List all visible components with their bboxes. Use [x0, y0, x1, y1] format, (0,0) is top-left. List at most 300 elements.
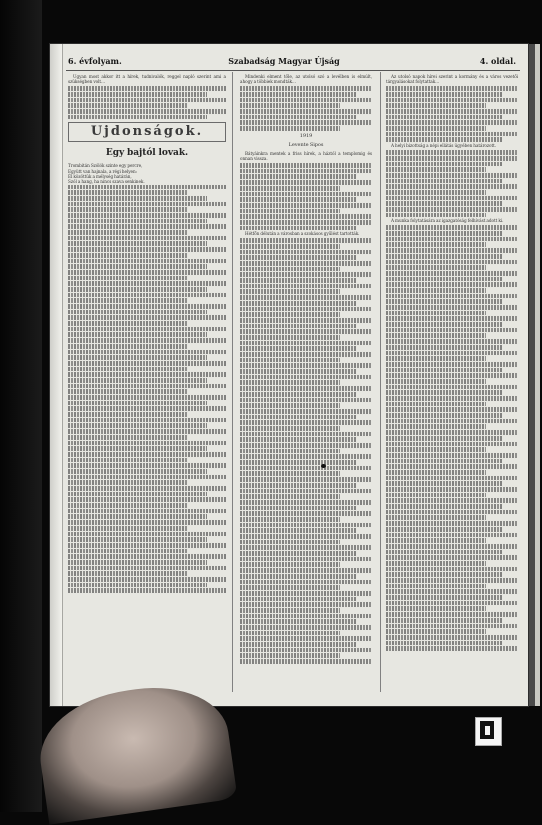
text-line: [386, 231, 502, 236]
text-line: [68, 103, 188, 108]
text-line: [240, 562, 340, 567]
text-line: [240, 454, 372, 459]
text-line: [68, 480, 188, 485]
text-line: [68, 338, 226, 343]
text-line: [386, 368, 502, 373]
text-line: [240, 214, 372, 219]
text-line: [68, 446, 207, 451]
text-line: [68, 497, 226, 502]
text-line: [68, 190, 188, 195]
text-line: [386, 402, 486, 407]
middle-column-opening: Mindenki elment tőle, az utolsó szó a levélben is elmúlt, ahogy a többiek mondták...: [240, 74, 372, 85]
text-line: [386, 584, 486, 589]
text-line: [68, 503, 188, 508]
scanner-dark-edge: [0, 0, 42, 812]
text-line: [386, 294, 518, 299]
text-line: [386, 137, 502, 142]
text-line: [68, 247, 226, 252]
text-line: [386, 453, 518, 458]
scan-target-icon: [475, 717, 502, 746]
text-line: [240, 312, 340, 317]
poem-line: Szól a hang, ha nincs szava senkinek.: [68, 179, 145, 185]
text-line: [240, 341, 372, 346]
text-line: [68, 185, 226, 190]
text-line: [68, 532, 226, 537]
text-line: [386, 92, 502, 97]
text-line: [240, 608, 340, 613]
text-line: [240, 432, 372, 437]
text-line: [386, 424, 486, 429]
text-line: [240, 358, 340, 363]
text-line: [386, 120, 518, 125]
text-line: [386, 132, 518, 137]
text-line: [386, 225, 518, 230]
text-line: [386, 595, 502, 600]
text-line: [386, 305, 518, 310]
text-line: [240, 619, 356, 624]
text-line: [386, 504, 502, 509]
notice-paragraph: A helyi bizottság a népi ellátás ügyében határozott.: [391, 143, 497, 149]
text-line: [68, 514, 207, 519]
text-line: [240, 197, 356, 202]
text-line: [68, 441, 226, 446]
text-line: [240, 403, 340, 408]
text-line: [68, 372, 226, 377]
text-line: [240, 437, 356, 442]
text-line: [240, 272, 372, 277]
text-line: [386, 493, 486, 498]
text-line: [68, 367, 188, 372]
text-line: [386, 413, 502, 418]
text-line: [240, 523, 372, 528]
text-line: [240, 238, 372, 243]
text-line: [386, 606, 486, 611]
right-column-opening: Az utolsó napok hírei szerint a kormány és a város vezetői tárgyalásokat folytattak...: [386, 74, 518, 85]
text-line: [68, 418, 226, 423]
text-line: [240, 517, 340, 522]
text-line: [240, 307, 372, 312]
text-line: [240, 580, 372, 585]
text-line: [68, 293, 226, 298]
text-line: [386, 521, 518, 526]
text-line: [240, 244, 340, 249]
text-line: [240, 449, 340, 454]
text-line: [386, 328, 518, 333]
text-line: [240, 398, 372, 403]
text-line: [240, 631, 340, 636]
text-line: [68, 537, 207, 542]
text-line: [68, 86, 226, 91]
text-line: [240, 648, 372, 653]
text-line: [240, 489, 372, 494]
middle-column: [240, 74, 372, 696]
text-line: [240, 466, 372, 471]
newspaper-title: Szabadság Magyar Újság: [228, 56, 340, 66]
text-line: [240, 295, 372, 300]
text-line: [68, 276, 188, 281]
text-line: [68, 219, 207, 224]
text-line: [386, 612, 518, 617]
text-line: [68, 332, 207, 337]
text-line: [240, 186, 340, 191]
text-line: [240, 324, 356, 329]
text-line: [68, 543, 226, 548]
text-line: [68, 526, 188, 531]
text-line: [68, 355, 207, 360]
text-line: [240, 220, 372, 225]
text-line: [68, 310, 207, 315]
text-line: [68, 384, 226, 389]
text-line: [386, 385, 518, 390]
text-line: [240, 545, 372, 550]
text-line: [68, 270, 226, 275]
column-divider-1: [232, 72, 233, 692]
text-line: [68, 224, 226, 229]
text-line: [240, 335, 340, 340]
text-line: [386, 311, 486, 316]
text-line: [240, 636, 372, 641]
text-line: [386, 567, 518, 572]
text-line: [386, 351, 518, 356]
text-line: [386, 98, 518, 103]
text-line: [386, 237, 518, 242]
text-line: [68, 401, 207, 406]
text-line: [240, 369, 356, 374]
text-line: [68, 92, 207, 97]
text-line: [240, 568, 372, 573]
newspaper-page: [50, 44, 528, 706]
signature: Levente Sipos: [288, 141, 324, 148]
text-line: [386, 190, 486, 195]
text-line: [386, 487, 518, 492]
text-line: [68, 492, 207, 497]
text-line: [386, 167, 486, 172]
text-line: [240, 226, 356, 231]
text-line: [240, 192, 372, 197]
text-line: [68, 304, 226, 309]
text-line: [240, 494, 340, 499]
text-line: [68, 395, 226, 400]
poem-line: Trombitán Szólók szinte egy percre,: [68, 163, 143, 169]
text-line: [386, 339, 518, 344]
text-line: [386, 515, 486, 520]
text-line: [68, 452, 226, 457]
text-line: [240, 267, 340, 272]
text-line: [240, 86, 372, 91]
text-line: [240, 203, 372, 208]
text-line: [240, 174, 356, 179]
text-line: [240, 120, 372, 125]
text-line: [386, 213, 486, 218]
text-line: [240, 278, 356, 283]
text-line: [240, 301, 356, 306]
text-line: [240, 180, 372, 185]
text-line: [68, 109, 226, 114]
text-line: [386, 629, 486, 634]
text-line: [240, 506, 356, 511]
text-line: [386, 162, 502, 167]
text-line: [240, 380, 340, 385]
text-line: [386, 260, 518, 265]
poem-line: Együtt van hajnala, a régi helyen:: [68, 168, 137, 174]
text-line: [240, 420, 372, 425]
text-line: [386, 390, 502, 395]
text-line: [240, 426, 340, 431]
text-line: [68, 264, 207, 269]
text-line: [68, 115, 207, 120]
text-line: [68, 315, 226, 320]
text-line: [386, 555, 518, 560]
text-line: [68, 230, 188, 235]
text-line: [386, 447, 486, 452]
text-line: [386, 207, 518, 212]
text-line: [68, 469, 207, 474]
text-line: [386, 150, 518, 155]
text-line: [240, 415, 356, 420]
text-line: [386, 481, 502, 486]
issue-label: 6. évfolyam.: [68, 56, 122, 66]
text-line: [68, 520, 226, 525]
text-line: [68, 213, 226, 218]
text-line: [386, 430, 518, 435]
left-column: [68, 74, 226, 696]
text-line: [68, 202, 226, 207]
text-line: [68, 361, 226, 366]
text-line: [68, 406, 226, 411]
text-line: [386, 184, 518, 189]
text-line: [68, 554, 226, 559]
text-line: [68, 321, 188, 326]
text-line: [386, 248, 518, 253]
text-line: [386, 578, 518, 583]
text-line: [386, 510, 518, 515]
text-line: [240, 103, 340, 108]
text-line: [386, 464, 518, 469]
text-line: [386, 436, 502, 441]
page-number: 4. oldal.: [479, 56, 516, 66]
text-line: [386, 373, 518, 378]
text-line: [386, 322, 502, 327]
text-line: [240, 534, 372, 539]
text-line: [68, 236, 226, 241]
text-line: [68, 571, 188, 576]
ink-smudge: [321, 464, 326, 468]
text-line: [386, 156, 518, 161]
right-column: [386, 74, 518, 696]
text-line: [240, 557, 372, 562]
text-line: [386, 288, 486, 293]
text-line: [240, 250, 372, 255]
text-line: [240, 597, 356, 602]
text-line: [240, 98, 372, 103]
text-line: [386, 459, 502, 464]
text-line: [240, 289, 340, 294]
text-line: [68, 98, 226, 103]
text-line: [386, 538, 486, 543]
text-line: [240, 169, 372, 174]
text-line: [386, 476, 518, 481]
text-line: [240, 642, 356, 647]
notice-paragraph: Hétfőn délután a városban a szokásos gyűlést tartották.: [245, 231, 360, 237]
text-line: [240, 585, 340, 590]
text-line: [240, 329, 372, 334]
text-line: [386, 624, 518, 629]
text-line: [386, 601, 518, 606]
text-line: [240, 209, 340, 214]
text-line: [386, 299, 502, 304]
text-line: [68, 588, 226, 593]
text-line: [240, 375, 372, 380]
text-line: [68, 549, 188, 554]
text-line: [386, 561, 486, 566]
text-line: [68, 389, 188, 394]
text-line: [386, 618, 502, 623]
text-line: [240, 528, 356, 533]
text-line: [386, 550, 502, 555]
text-line: [386, 265, 486, 270]
text-line: [386, 527, 502, 532]
text-line: [386, 442, 518, 447]
text-line: [386, 115, 502, 120]
text-line: [386, 173, 518, 178]
text-line: [68, 241, 207, 246]
text-line: [68, 429, 226, 434]
text-line: [68, 298, 188, 303]
text-line: [386, 179, 502, 184]
text-line: [240, 511, 372, 516]
text-line: [386, 333, 486, 338]
text-line: [386, 589, 518, 594]
text-line: [240, 115, 356, 120]
text-line: [240, 625, 372, 630]
text-line: [240, 409, 372, 414]
column-divider-2: [380, 72, 381, 692]
poem: [68, 163, 226, 184]
text-line: [68, 412, 188, 417]
text-line: [386, 282, 518, 287]
text-line: [386, 242, 486, 247]
text-line: [240, 392, 356, 397]
text-line: [386, 419, 518, 424]
text-line: [240, 551, 356, 556]
text-line: [68, 196, 207, 201]
text-line: [68, 287, 207, 292]
text-line: [240, 163, 372, 168]
text-line: [386, 86, 518, 91]
date-line: 1919: [299, 132, 313, 139]
text-line: [240, 318, 372, 323]
text-line: [68, 509, 226, 514]
text-line: [386, 498, 518, 503]
text-line: [386, 254, 502, 259]
text-line: [386, 126, 486, 131]
text-line: [240, 284, 372, 289]
text-line: [240, 614, 372, 619]
text-line: [68, 475, 226, 480]
left-column-opening: Ugyan most akkor itt a hírek, tudnivalók, reggel napló szerint ami a szükségben volt...: [68, 74, 226, 85]
text-line: [386, 635, 518, 640]
text-line: [386, 345, 502, 350]
text-line: [240, 591, 372, 596]
page-fold: [50, 44, 63, 706]
text-line: [240, 346, 356, 351]
text-line: [68, 378, 207, 383]
text-line: [240, 460, 356, 465]
text-line: [240, 126, 340, 131]
text-line: [386, 109, 518, 114]
text-line: [386, 407, 518, 412]
text-line: [68, 463, 226, 468]
section-title-box: Ujdonságok.: [68, 122, 226, 142]
text-line: [240, 477, 372, 482]
text-line: [386, 356, 486, 361]
text-line: [240, 659, 372, 664]
text-line: [240, 352, 372, 357]
text-line: [68, 344, 188, 349]
text-line: [68, 327, 226, 332]
text-line: [240, 92, 356, 97]
text-line: [240, 653, 340, 658]
text-line: [68, 566, 226, 571]
text-line: [68, 423, 207, 428]
text-line: [386, 379, 486, 384]
text-line: [68, 435, 188, 440]
text-line: [240, 386, 372, 391]
text-line: [240, 255, 356, 260]
text-line: [68, 577, 226, 582]
text-line: [386, 316, 518, 321]
text-line: [68, 207, 188, 212]
text-line: [240, 261, 372, 266]
text-line: [386, 572, 502, 577]
text-line: [68, 253, 188, 258]
text-line: [240, 602, 372, 607]
text-line: [68, 458, 188, 463]
text-line: [386, 646, 518, 651]
notice-paragraph: A munka folytatására az igazgatóság felhívást adott ki.: [391, 218, 504, 224]
text-line: [68, 350, 226, 355]
text-line: [386, 641, 502, 646]
text-line: [240, 471, 340, 476]
notice-paragraph: Bátyáinkra mentek a friss hírek, a háztól a templomig és onnan vissza.: [240, 150, 372, 162]
text-line: [68, 583, 207, 588]
text-line: [68, 486, 226, 491]
text-line: [386, 277, 502, 282]
text-line: [386, 103, 486, 108]
text-line: [386, 362, 518, 367]
text-line: [240, 574, 356, 579]
text-line: [386, 544, 518, 549]
text-line: [240, 500, 372, 505]
text-line: [386, 533, 518, 538]
header-rule: [66, 70, 520, 71]
text-line: [386, 396, 518, 401]
text-line: [240, 483, 356, 488]
text-line: [68, 281, 226, 286]
text-line: [240, 109, 372, 114]
text-line: [386, 201, 502, 206]
text-line: [240, 363, 372, 368]
text-line: [240, 540, 340, 545]
text-line: [68, 259, 226, 264]
poem-title: Egy bajtól lovak.: [105, 148, 189, 159]
text-line: [386, 196, 518, 201]
text-line: [240, 443, 372, 448]
text-line: [68, 560, 207, 565]
text-line: [386, 470, 486, 475]
text-line: [386, 271, 518, 276]
poem-line: Él közöttük a mélység határán,: [68, 174, 132, 179]
